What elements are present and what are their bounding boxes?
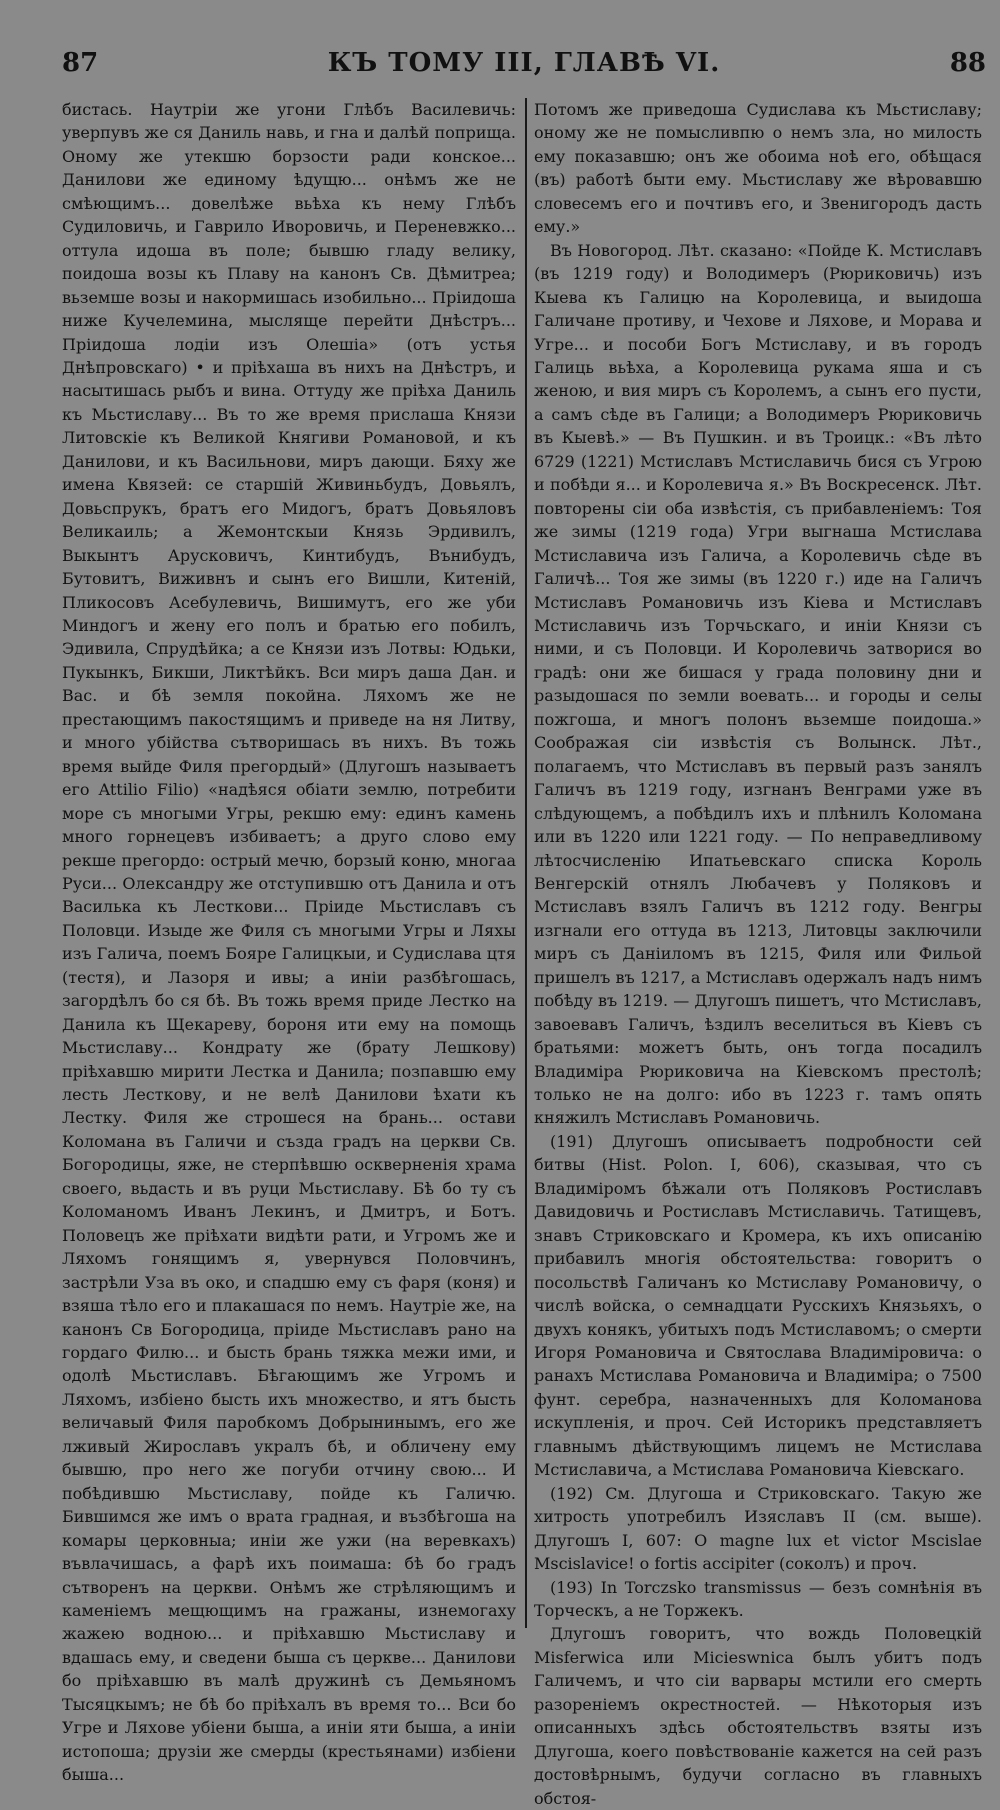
right-column: [534, 98, 982, 1810]
left-paragraph: бистась. Наутріи же угони Глѣбъ Василевичь: уверпувъ же ся Даниль навь, и гна и далѣй поприща. Оному же утекшю борзости ради конское... Данилови же единому ѣдущю... онѣмъ же не смѣющимъ... довелѣже вьѣха къ нему Глѣбъ Судиловичь, и Гаврило Иворовичь, и Переневжко... оттула идоша въ поле; бывшю гладу велику, поидоша возы къ Плаву на канонъ Св. Дѣмитреа; вьземше возы и накормишась изобильно... Пріидоша ниже Кучелемина, мысляще перейти Днѣстръ... Пріидоша лодіи изъ Олешіа» (отъ устья Днѣпровскаго) • и пріѣхаша въ нихъ на Днѣстръ, и насытишась рыбъ и вина. Оттуду же пріѣха Даниль къ Мьстиславу... Въ то же время прислаша Князи Литовскіе къ Великой Княгиви Романовой, и къ Данилови, и къ Васильнови, миръ дающи. Бяху же имена Квязей: се старшій Живиньбудъ, Довьялъ, Довьспрукъ, братъ его Мидогъ, братъ Довьяловъ Великаиль; а Жемонтскыи Князь Эрдивилъ, Выкынтъ Арусковичъ, Кинтибудъ, Вънибудъ, Бутовитъ, Виживнъ и сынъ его Вишли, Китеній, Пликосовъ Асебулевичь, Вишимутъ, его же уби Миндогъ и жену его полъ и братью его побилъ, Эдивила, Спрудѣйка; а се Князи изъ Лотвы: Юдьки, Пукынкъ, Бикши, Ликтѣйкъ. Вси миръ даша Дан. и Вас. и бѣ земля покойна. Ляхомъ же не престающимъ пакостящимъ и приведе на ня Литву, и много убійства сътворишась въ нихъ. Въ тожь время выйде Филя прегордый» (Длугошъ называетъ его Attilio Filio) «надѣяся обіати землю, потребити море съ многыми Угры, рекшю ему: единъ камень много горнецевъ избиваетъ; а друго слово ему рекше прегордо: острый мечю, борзый коню, многаа Руси... Олександру же отступившю отъ Данила и отъ Василька къ Лесткови... Пріиде Мьстиславъ съ Половци. Изыде же Филя съ многыми Угры и Ляхы изъ Галича, поемъ Бояре Галицкыи, и Судислава цтя (тестя), и Лазоря и ивы; а иніи разбѣгошась, загордѣлъ бо ся бѣ. Въ тожь время приде Лестко на Данила къ Щекареву, бороня ити ему на помощь Мьстиславу... Кондрату же (брату Лешкову) пріѣхавшю мирити Лестка и Данила; позпавшю ему лесть Лесткову, и не велѣ Данилови ѣхати къ Лестку. Филя же строшеся на брань... остави Коломана въ Галичи и създа градъ на церкви Св. Богородицы, яже, не стерпѣвшю оскверненія храма своего, вьдасть и въ руци Мьстиславу. Бѣ бо ту съ Коломаномъ Иванъ Лекинъ, и Дмитръ, и Ботъ. Половецъ же пріѣхати видѣти рати, и Угромъ же и Ляхомъ гонящимъ я, увернувся Половчинъ, застрѣли Уза въ око, и спадшю ему съ фаря (коня) и взяша тѣло его и плакашася по немъ. Наутріе же, на канонъ Св Богородица, пріиде Мьстиславъ рано на гордаго Филю... и бысть брань тяжка межи ими, и одолѣ Мьстиславъ. Бѣгающимъ же Угромъ и Ляхомъ, избіено бысть ихъ множество, и ятъ бысть величавый Филя паробкомъ Добрынинымъ, его же лживый Жирославъ укралъ бѣ, и обличену ему бывшю, про него же погуби отчину свою... И побѣдившю Мьстиславу, пойде къ Галичю. Бившимся же имъ о врата градная, и възбѣгоша на комары церковныа; иніи же ужи (на веревкахъ) въвлачишась, а фарѣ ихъ поимаша: бѣ бо градъ сътворенъ на церкви. Онѣмъ же стрѣляющимъ и каменіемъ мещющимъ на гражаны, изнемогаху жажею водною... и пріѣхавшю Мьстиславу и вдашась ему, и сведени быша съ церкве... Данилови бо пріѣхавшю въ малѣ дружинѣ съ Демьяномъ Тысяцкымъ; не бѣ бо пріѣхалъ въ время то... Вси бо Угре и Ляхове убіени быша, а иніи яти быша, а иніи истопоша; друзіи же смерды (крестьянами) избіени быша...: [62, 100, 516, 1785]
note-193: (193) In Torczsko transmissus — безъ сомнѣнія въ Торческъ, а не Торжекъ.: [534, 1577, 982, 1620]
running-title: КЪ ТОМУ III, ГЛАВѢ VI.: [327, 48, 721, 78]
right-paragraph: Длугошъ говоритъ, что вождь Половецкій Misferwica или Micieswnica былъ убитъ подъ Галичемъ, и что сіи варвары мстили его смерть разореніемъ окрестностей. — Нѣкоторыя изъ описанныхъ здѣсь обстоятельствъ взяты изъ Длугоша, коего повѣствованіе кажется на сей разъ достовѣрнымъ, будучи согласно въ главныхъ обстоя-: [534, 1624, 982, 1808]
right-paragraph: Потомъ же приведоша Судислава къ Мьстиславу; оному же не помысливпю о немъ зла, но милость ему показавшю; онъ же обоима ноѣ его, обѣщася (въ) работѣ быти ему. Мьстиславу же вѣровавшю словесемъ его и почтивъ его, и Звенигородъ дасть ему.»: [534, 100, 982, 237]
left-column: [62, 98, 516, 1787]
page-number-right: 88: [949, 48, 986, 78]
note-192: (192) См. Длугоша и Стриковскаго. Такую же хитрость употребилъ Изяславъ II (см. выше). Длугошъ I, 607: O magne lux et victor Mscislae Mscislavice! o fortis accipiter (соколъ) и проч.: [534, 1483, 982, 1574]
page-header: [62, 48, 986, 84]
column-divider: [525, 98, 527, 1628]
right-paragraph: Въ Новогород. Лѣт. сказано: «Пойде К. Мстиславъ (въ 1219 году) и Володимеръ (Рюриковичь) изъ Кыева къ Галицю на Королевица, и выидоша Галичане противу, и Чехове и Ляхове, и Морава и Угре... и пособи Богъ Мстиславу, и въ городъ Галиць вьѣха, а Королевица рукама яша и съ жeною, и вия миръ съ Королемъ, а сынъ его пусти, а самъ сѣде въ Галици; а Володимеръ Рюриковичь въ Кыевѣ.» — Въ Пушкин. и въ Троицк.: «Въ лѣто 6729 (1221) Мстиславъ Мстиславичь бися съ Угрою и побѣди я... и Королевича я.» Въ Воскресенск. Лѣт. повторены сіи оба извѣстія, съ прибавленіемъ: Тоя же зимы (1219 года) Угри выгнаша Мстислава Мстиславича изъ Галича, а Королевичь сѣде въ Галичѣ... Тоя же зимы (въ 1220 г.) иде на Галичъ Мстиславъ Романовичь изъ Кіева и Мстиславъ Мстиславичь изъ Торчьскаго, и иніи Князи съ ними, и съ Половци. И Королевичь затворися во градѣ: они же бишася у града половину дни и разыдошася по земли воевать... и городы и селы пожгоша, и многъ полонъ вьземше поидоша.» Соображая сіи извѣстія съ Волынск. Лѣт., полагаемъ, что Мстиславъ въ первый разъ занялъ Галичъ въ 1219 году, изгнанъ Венграми уже въ слѣдующемъ, а побѣдилъ ихъ и плѣнилъ Коломана или въ 1220 или 1221 году. — По неправедливому лѣтосчисленію Ипатьевскаго списка Король Венгерскій отнялъ Любачевъ у Поляковъ и Мстиславъ взялъ Галичъ въ 1212 году. Венгры изгнали его оттуда въ 1213, Литовцы заключили миръ съ Даніиломъ въ 1215, Филя или Фильой пришелъ въ 1217, а Мстиславъ одержалъ надъ нимъ побѣду въ 1219. — Длугошъ пишетъ, что Мстиславъ, завоевавъ Галичъ, ѣздилъ веселиться въ Кіевъ съ братьями: можетъ быть, онъ тогда посадилъ Владиміра Рюриковича на Кіевскомъ престолѣ; только не на долго: ибо въ 1223 г. тамъ опять княжилъ Мстиславъ Романовичь.: [534, 240, 982, 1128]
note-191: (191) Длугошъ описываетъ подробности сей битвы (Hist. Polon. I, 606), сказывая, что съ Владиміромъ бѣжали отъ Поляковъ Ростиславъ Давидовичь и Ростиславъ Мстиславичь. Татищевъ, знавъ Стриковскаго и Кромера, къ ихъ описанію прибавилъ многія обстоятельства: говоритъ о посольствѣ Галичанъ ко Мстиславу Романовичу, о числѣ войска, о семнадцати Русскихъ Князьяхъ, о двухъ конякъ, убитыхъ подъ Мстиславомъ; о смерти Игоря Романовича и Святослава Владиміровича: о ранахъ Мстислава Романовича и Владиміра; о 7500 фунт. серебра, назначенныхъ для Коломанова искупленія, и проч. Сей Историкъ представляетъ главнымъ дѣйствующимъ лицемъ не Мстислава Мстиславича, а Мстислава Романовича Кіевскаго.: [534, 1131, 982, 1480]
page-number-left: 87: [62, 48, 99, 78]
